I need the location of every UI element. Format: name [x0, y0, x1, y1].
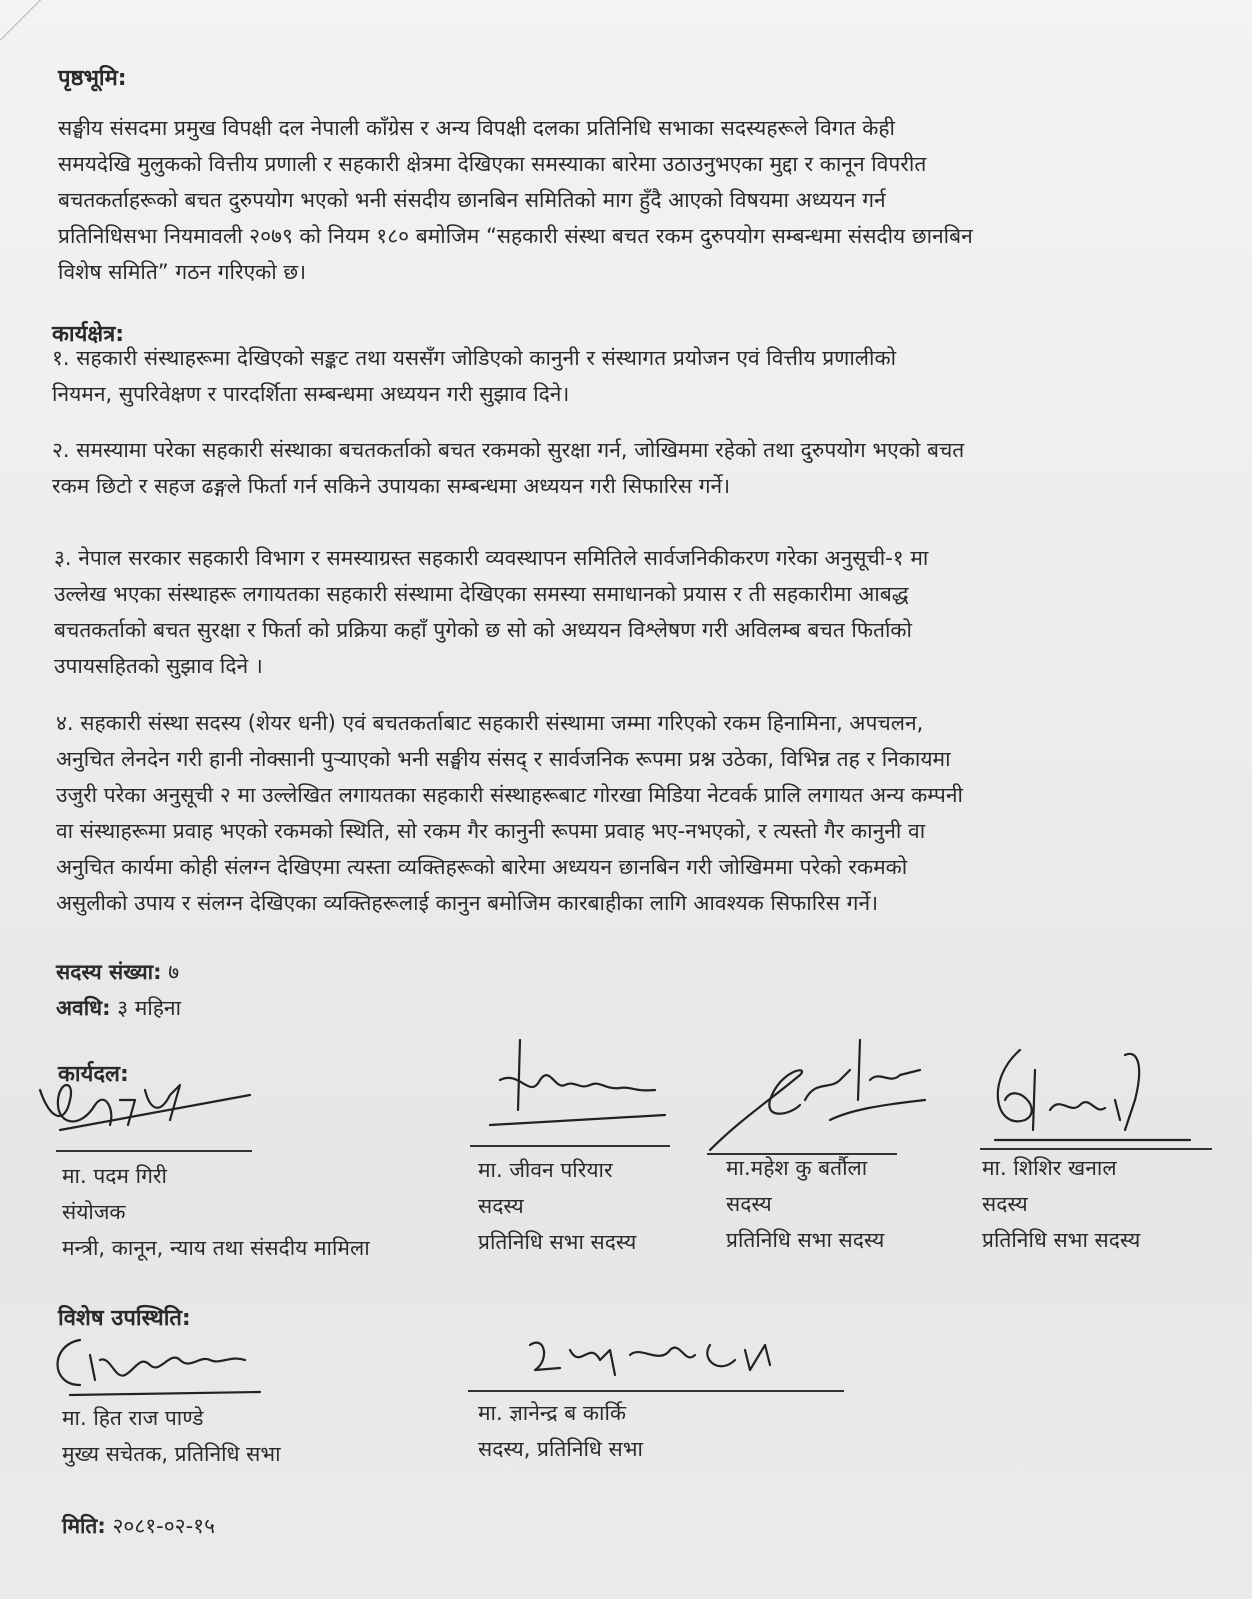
- signature-gyanendra-karki: [520, 1330, 800, 1390]
- page-fold: [0, 0, 41, 40]
- signatory-title: मुख्य सचेतक, प्रतिनिधि सभा: [62, 1442, 281, 1466]
- signatory-title: प्रतिनिधि सभा सदस्य: [982, 1228, 1141, 1252]
- paragraph-line: उल्लेख भएका संस्थाहरू लगायतका सहकारी संस्थामा देखिएका समस्या समाधानको प्रयास र ती सहकारीमा आबद्ध: [54, 582, 909, 606]
- duration-value: ३ महिना: [117, 996, 182, 1020]
- paragraph-line: वा संस्थाहरूमा प्रवाह भएको रकमको स्थिति, सो रकम गैर कानुनी रूपमा प्रवाह भए-नभएको, र त्यस्तो गैर कानुनी वा: [56, 819, 926, 843]
- duration-label: अवधि:: [56, 996, 111, 1020]
- signatory-name: मा. जीवन परियार: [478, 1158, 613, 1182]
- paragraph-line: रकम छिटो र सहज ढङ्गले फिर्ता गर्न सकिने उपायका सम्बन्धमा अध्ययन गरी सिफारिस गर्ने।: [52, 474, 731, 498]
- paragraph-line: १. सहकारी संस्थाहरूमा देखिएको सङ्कट तथा यससँग जोडिएको कानुनी र संस्थागत प्रयोजन एवं वित्तीय प्रणालीको: [52, 346, 897, 370]
- paragraph-line: अनुचित लेनदेन गरी हानी नोक्सानी पुऱ्याएको भनी सङ्घीय संसद् र सार्वजनिक रूपमा प्रश्न उठेका, विभिन्न तह र निकायमा: [56, 747, 951, 771]
- paragraph-line: विशेष समिति” गठन गरिएको छ।: [58, 260, 307, 284]
- paragraph-line: उजुरी परेका अनुसूची २ मा उल्लेखित लगायतका सहकारी संस्थाहरूबाट गोरखा मिडिया नेटवर्क प्रालि लगायत अन्य कम्पनी: [56, 783, 963, 807]
- paragraph-line: ४. सहकारी संस्था सदस्य (शेयर धनी) एवं बचतकर्ताबाट सहकारी संस्थामा जम्मा गरिएको रकम हिनामिना, अपचलन,: [56, 711, 924, 735]
- signatory-name: मा. पदम गिरी: [62, 1164, 167, 1188]
- paragraph-line: अनुचित कार्यमा कोही संलग्न देखिएमा त्यस्ता व्यक्तिहरूको बारेमा अध्ययन छानबिन गरी जोखिममा परेको रकमको: [56, 855, 908, 879]
- member-count-label: सदस्य संख्या:: [56, 960, 162, 984]
- paragraph-line: सङ्घीय संसदमा प्रमुख विपक्षी दल नेपाली काँग्रेस र अन्य विपक्षी दलका प्रतिनिधि सभाका सदस्यहरूले विगत केही: [58, 116, 895, 140]
- special-signatory-block-2: [478, 1395, 643, 1467]
- paragraph-line: नियमन, सुपरिवेक्षण र पारदर्शिता सम्बन्धमा अध्ययन गरी सुझाव दिने।: [52, 382, 570, 406]
- paragraph-line: बचतकर्ताको बचत सुरक्षा र फिर्ता को प्रक्रिया कहाँ पुगेको छ सो को अध्ययन विश्लेषण गरी अविलम्ब बचत फिर्ताको: [54, 618, 912, 642]
- paragraph-line: असुलीको उपाय र संलग्न देखिएका व्यक्तिहरूलाई कानुन बमोजिम कारबाहीका लागि आवश्यक सिफारिस गर्ने।: [56, 891, 879, 915]
- signatory-title: प्रतिनिधि सभा सदस्य: [478, 1230, 637, 1254]
- signature-padam-giri: [20, 1070, 260, 1150]
- signatory-block-2: [478, 1152, 636, 1260]
- signatory-name: मा. ज्ञानेन्द्र ब कार्कि: [478, 1401, 627, 1425]
- member-count-value: ७: [168, 960, 180, 984]
- member-count: [56, 958, 179, 986]
- signature-mahesh-bartaula: [700, 1030, 940, 1160]
- signature-shishir-khanal: [975, 1040, 1195, 1150]
- signatory-block-3: [726, 1150, 884, 1258]
- signatory-name: मा.महेश कु बर्तौला: [726, 1156, 868, 1180]
- scope-item-3: [54, 540, 928, 684]
- signatory-role: सदस्य: [726, 1192, 772, 1216]
- signature-jeevan-pariyar: [480, 1030, 680, 1140]
- task-force-heading: कार्यदल:: [58, 1062, 129, 1087]
- signatory-block-4: [982, 1150, 1140, 1258]
- paragraph-line: उपायसहितको सुझाव दिने ।: [54, 654, 263, 678]
- signatory-block-1: [62, 1158, 370, 1266]
- signatory-role: सदस्य: [478, 1194, 524, 1218]
- scope-item-4: [56, 705, 963, 921]
- paragraph-line: समयदेखि मुलुकको वित्तीय प्रणाली र सहकारी क्षेत्रमा देखिएका समस्याका बारेमा उठाउनुभएका मुद्दा र कानून विपरीत: [58, 152, 927, 176]
- signatory-title: सदस्य, प्रतिनिधि सभा: [478, 1437, 643, 1461]
- signature-hit-raj-pandey: [40, 1330, 270, 1400]
- date-value: २०८१-०२-१५: [112, 1514, 216, 1538]
- signatory-role: संयोजक: [62, 1200, 126, 1224]
- special-signatory-block-1: [62, 1400, 281, 1472]
- paragraph-line: २. समस्यामा परेका सहकारी संस्थाका बचतकर्ताको बचत रकमको सुरक्षा गर्न, जोखिममा रहेको तथा दुरुपयोग भएको बचत: [52, 438, 965, 462]
- background-heading: पृष्ठभूमि:: [58, 66, 127, 91]
- signatory-role: सदस्य: [982, 1192, 1028, 1216]
- duration: [56, 994, 181, 1022]
- special-presence-heading: विशेष उपस्थिति:: [58, 1306, 191, 1331]
- scope-item-1: [52, 340, 896, 412]
- paragraph-line: बचतकर्ताहरूको बचत दुरुपयोग भएको भनी संसदीय छानबिन समितिको माग हुँदै आएको विषयमा अध्ययन गर्न: [58, 188, 886, 212]
- signatory-title: मन्त्री, कानून, न्याय तथा संसदीय मामिला: [62, 1236, 370, 1260]
- background-paragraph: [58, 110, 973, 290]
- signatory-name: मा. हित राज पाण्डे: [62, 1406, 204, 1430]
- scope-heading: कार्यक्षेत्र:: [52, 322, 125, 347]
- paragraph-line: ३. नेपाल सरकार सहकारी विभाग र समस्याग्रस्त सहकारी व्यवस्थापन समितिले सार्वजनिकीकरण गरेका अनुसूची-१ मा: [54, 546, 929, 570]
- date: [62, 1512, 215, 1540]
- scope-item-2: [52, 432, 964, 504]
- date-label: मिति:: [62, 1514, 106, 1538]
- signatory-name: मा. शिशिर खनाल: [982, 1156, 1117, 1180]
- paragraph-line: प्रतिनिधिसभा नियमावली २०७९ को नियम १८० बमोजिम “सहकारी संस्था बचत रकम दुरुपयोग सम्बन्धमा संसदीय छानबिन: [58, 224, 973, 248]
- signatory-title: प्रतिनिधि सभा सदस्य: [726, 1228, 885, 1252]
